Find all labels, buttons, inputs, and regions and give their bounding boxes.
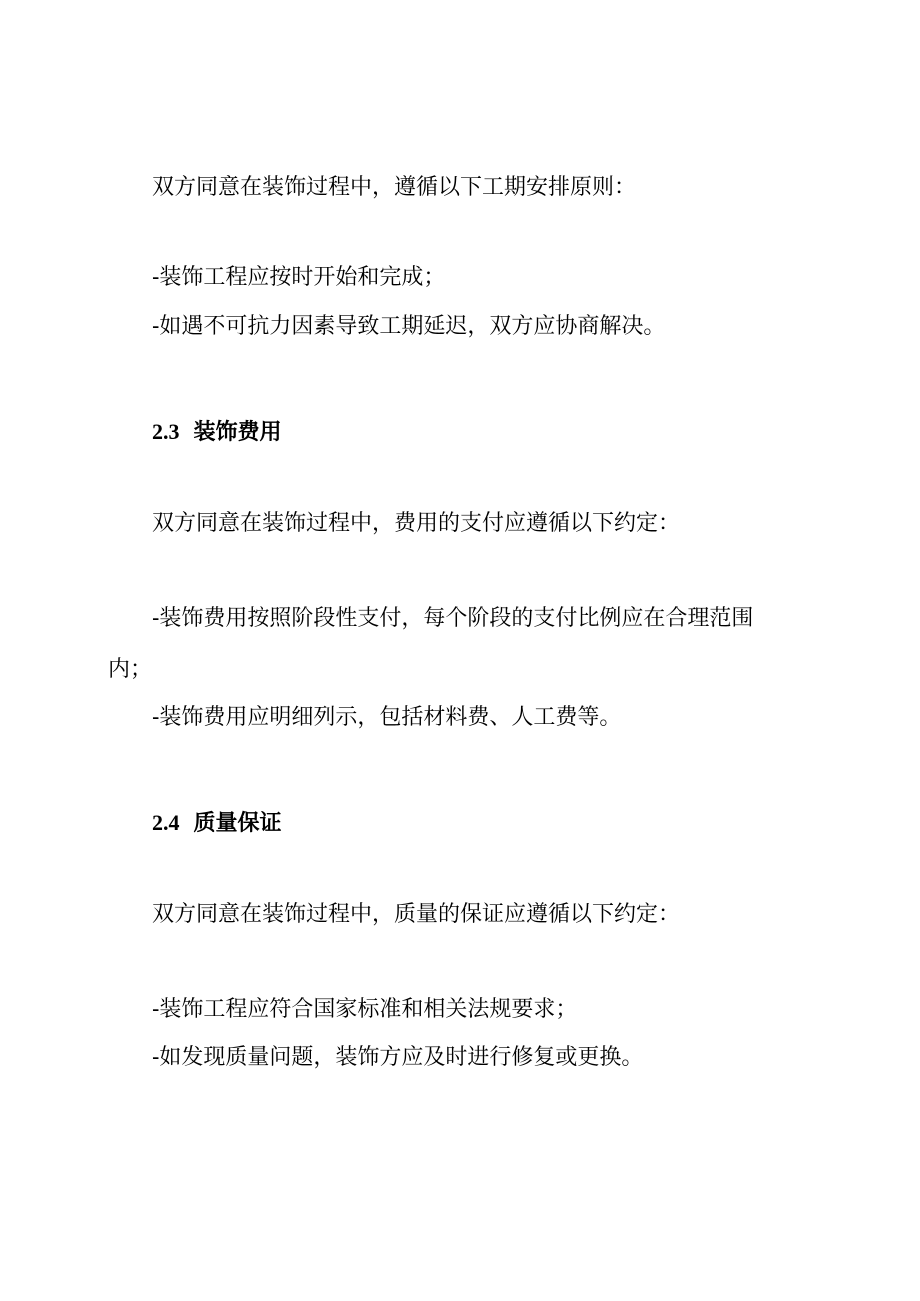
section-number: 2.3 <box>152 419 180 444</box>
section-number: 2.4 <box>152 810 180 835</box>
section-2-4-intro: 双方同意在装饰过程中，质量的保证应遵循以下约定： <box>152 902 681 927</box>
schedule-item: -装饰工程应按时开始和完成； <box>152 265 446 290</box>
schedule-intro: 双方同意在装饰过程中，遵循以下工期安排原则： <box>152 175 637 200</box>
section-heading-2-3 <box>152 417 852 447</box>
section-2-3-item-continuation: 内； <box>108 657 153 682</box>
section-title: 质量保证 <box>193 810 282 836</box>
section-2-3-item: -装饰费用应明细列示，包括材料费、人工费等。 <box>152 705 622 730</box>
section-2-4-item: -装饰工程应符合国家标准和相关法规要求； <box>152 997 578 1022</box>
schedule-item: -如遇不可抗力因素导致工期延迟，双方应协商解决。 <box>152 314 666 339</box>
section-2-3-item: -装饰费用按照阶段性支付，每个阶段的支付比例应在合理范围 <box>152 606 754 631</box>
section-2-3-intro: 双方同意在装饰过程中，费用的支付应遵循以下约定： <box>152 511 681 536</box>
section-2-4-item: -如发现质量问题，装饰方应及时进行修复或更换。 <box>152 1045 644 1070</box>
section-heading-2-4 <box>152 808 852 838</box>
section-title: 装饰费用 <box>193 419 282 445</box>
